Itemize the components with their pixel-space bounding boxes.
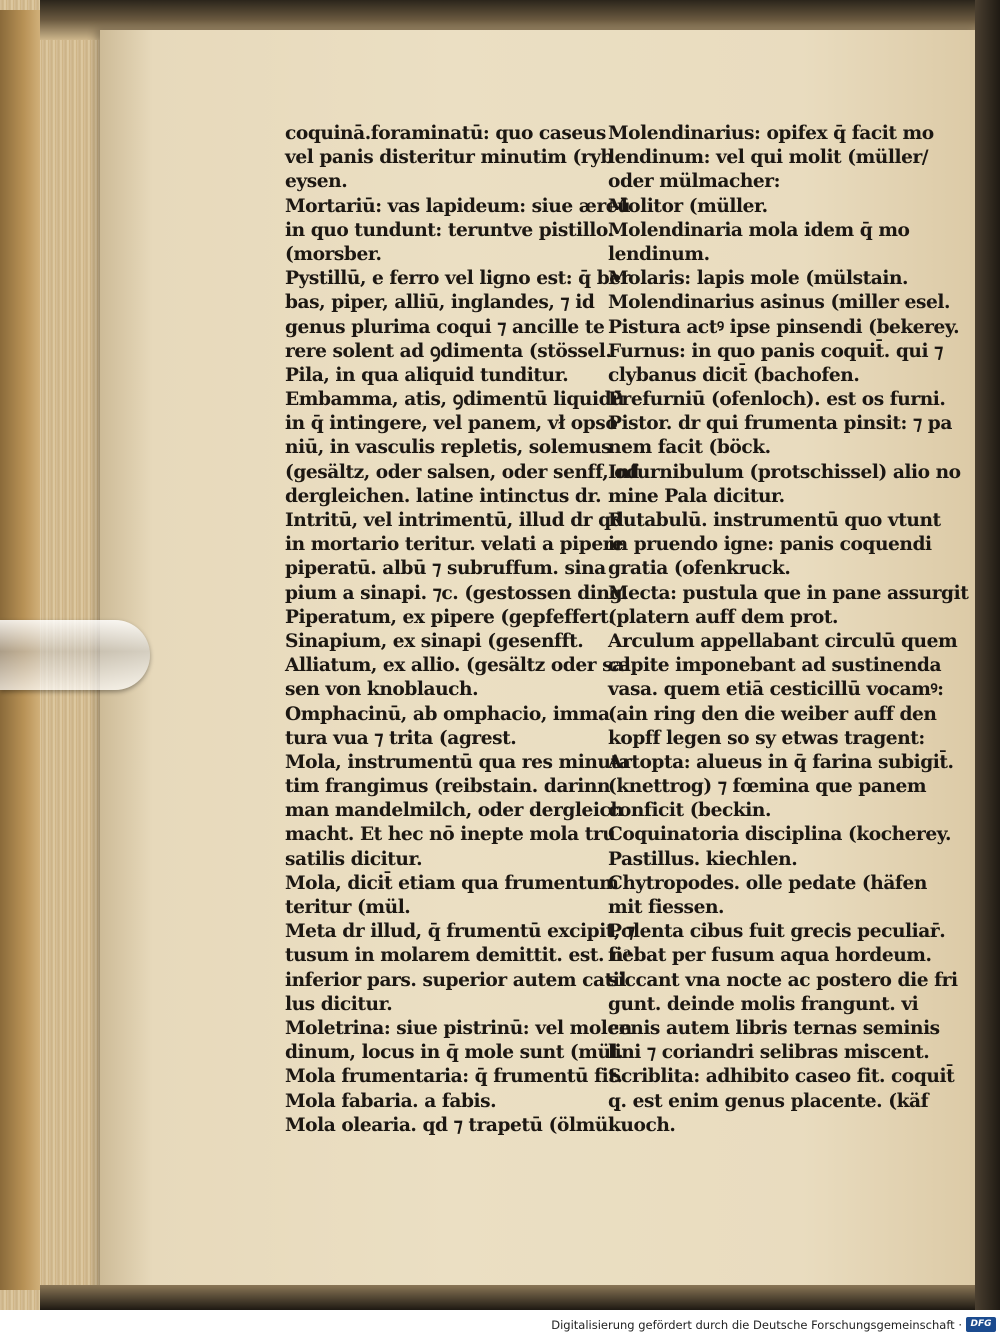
funding-notice: Digitalisierung gefördert durch die Deutsche Forschungsgemeinschaft ·: [551, 1318, 962, 1332]
text-line: capite imponebant ad sustinenda: [608, 655, 942, 677]
text-line: Mola, instrumentū qua res minuta: [285, 751, 631, 773]
text-line: niū, in vasculis repletis, solemus: [285, 437, 612, 459]
text-line: Mecta: pustula que in pane assurgit: [608, 582, 969, 604]
text-line: siccant vna nocte ac postero die fri: [608, 969, 958, 991]
text-line: conficit (beckin.: [608, 800, 771, 822]
text-line: dinum, locus in q̄ mole sunt (mül.: [285, 1042, 624, 1064]
left-text-column: [285, 122, 639, 1138]
text-line: Rutabulū. instrumentū quo vtunt: [608, 510, 941, 531]
text-line: (knettrog) ⁊ fœmina que panem: [608, 776, 927, 798]
text-line: Meta dr illud, q̄ frumentū excipit, ⁊: [285, 921, 635, 943]
text-line: Pistura actꝰ ipse pinsendi (bekerey.: [608, 316, 960, 338]
text-line: nem facit (böck.: [608, 437, 771, 459]
dfg-logo: DFG: [966, 1317, 996, 1332]
text-line: in pruendo igne: panis coquendi: [608, 534, 932, 556]
text-line: clybanus dicit̄ (bachofen.: [608, 364, 860, 386]
text-line: Piperatum, ex pipere (gepfeffert.: [285, 606, 615, 628]
text-line: q̧. est enim genus placente. (käf: [608, 1090, 929, 1112]
text-line: (morsber.: [285, 243, 382, 265]
text-line: Infurnibulum (protschissel) alio no: [608, 461, 961, 483]
text-line: lus dicitur.: [285, 993, 393, 1015]
text-line: Mola, dicit̄ etiam qua frumentum: [285, 872, 619, 894]
text-line: rere solent ad ꝯdimenta (stössel.: [285, 340, 612, 362]
text-line: gratia (ofenkruck.: [608, 558, 791, 580]
text-line: vel panis disteritur minutim (ryb: [285, 147, 614, 169]
text-line: Mola frumentaria: q̄ frumentū fit.: [285, 1066, 623, 1088]
text-line: Mola fabaria. a fabis.: [285, 1090, 497, 1112]
text-line: Pastillus. kiechlen.: [608, 848, 798, 870]
text-line: in mortario teritur. velati a pipere: [285, 534, 624, 556]
glass-page-weight: [0, 620, 150, 690]
footer-bar: [0, 1310, 1000, 1338]
text-line: lendinum.: [608, 243, 710, 265]
text-line: fiebat per fusum aqua hordeum.: [608, 945, 932, 967]
text-line: in q̄ intingere, vel panem, vł opso: [285, 413, 618, 435]
text-line: Coquinatoria disciplina (kocherey.: [608, 824, 952, 846]
text-line: Scriblita: adhibito caseo fit. coquit̄: [608, 1066, 955, 1088]
text-line: vasa. quem etiā cesticillū vocamꝰ:: [608, 679, 944, 701]
text-line: Embamma, atis, ꝯdimentū liquidū: [285, 389, 625, 411]
text-line: genus plurima coqui ⁊ ancille te: [285, 316, 605, 338]
text-line: Molendinaria mola idem q̄ mo: [608, 219, 910, 241]
text-line: (ain ring den die weiber auff den: [608, 703, 937, 725]
text-line: Alliatum, ex allio. (gesältz oder sal: [285, 655, 631, 677]
text-line: tim frangimus (reibstain. darinn: [285, 776, 611, 798]
text-line: in quo tundunt: teruntve pistillo.: [285, 219, 614, 241]
text-line: bas, piper, alliū, inglandes, ⁊ id: [285, 292, 595, 314]
text-line: Pila, in qua aliquid tunditur.: [285, 364, 569, 386]
text-line: inferior pars. superior autem catil: [285, 969, 627, 991]
text-line: Molendinarius asinus (miller esel.: [608, 292, 951, 314]
text-line: mit fiessen.: [608, 897, 725, 918]
text-line: man mandelmilch, oder dergleich: [285, 800, 624, 822]
text-line: pium a sinapi. ⁊c. (gestossen ding.: [285, 582, 629, 604]
text-line: Molaris: lapis mole (mülstain.: [608, 268, 909, 290]
text-line: cenis autem libris ternas seminis: [608, 1017, 940, 1039]
text-line: Pystillū, e ferro vel ligno est: q̄ ber: [285, 268, 631, 290]
text-line: sen von knoblauch.: [285, 679, 479, 701]
text-line: satilis dicitur.: [285, 848, 423, 870]
text-line: oder mülmacher:: [608, 171, 781, 193]
text-line: Intritū, vel intrimentū, illud dr qd: [285, 510, 624, 531]
text-line: mine Pala dicitur.: [608, 485, 785, 507]
text-line: macht. Et hec nō inepte mola tru: [285, 824, 616, 846]
text-line: Chytropodes. olle pedate (häfen: [608, 872, 927, 894]
text-line: Pistor. dr qui frumenta pinsit: ⁊ pa: [608, 413, 952, 435]
text-line: lini ⁊ coriandri selibras miscent.: [608, 1042, 930, 1064]
text-line: (platern auff dem prot.: [608, 606, 839, 628]
text-line: Artopta: alueus in q̄ farina subigit̄.: [608, 751, 954, 773]
text-line: Prefurniū (ofenloch). est os furni.: [608, 389, 946, 411]
text-line: Sinapium, ex sinapi (gesenfft.: [285, 630, 584, 652]
text-line: piperatū. albū ⁊ subruffum. sina: [285, 558, 606, 580]
text-line: Mortariū: vas lapideum: siue æreū: [285, 195, 631, 217]
text-line: kopff legen so sy etwas tragent:: [608, 727, 925, 749]
text-line: Molitor (müller.: [608, 195, 768, 217]
text-line: Omphacinū, ab omphacio, imma: [285, 703, 610, 725]
text-line: Arculum appellabant circulū quem: [608, 630, 958, 652]
text-line: coquinā.foraminatū: quo caseus: [285, 123, 606, 144]
right-shadow: [975, 0, 1000, 1310]
text-line: Moletrina: siue pistrinū: vel molen: [285, 1017, 632, 1039]
text-line: Polenta cibus fuit grecis peculiar̄.: [608, 921, 946, 943]
text-line: (gesältz, oder salsen, oder senff, od: [285, 461, 639, 483]
text-line: tura vua ⁊ trita (agrest.: [285, 727, 517, 749]
text-line: Molendinarius: opifex q̄ facit mo: [608, 123, 934, 144]
right-text-column: [608, 122, 969, 1138]
text-line: Furnus: in quo panis coquit̄. qui ⁊: [608, 340, 943, 362]
text-line: dergleichen. latine intinctus dr.: [285, 485, 602, 507]
text-line: tusum in molarem demittit. est. nᵃ: [285, 945, 632, 967]
text-line: teritur (mül.: [285, 897, 411, 918]
text-line: kuoch.: [608, 1114, 676, 1136]
text-line: eysen.: [285, 171, 348, 193]
bottom-shadow: [40, 1285, 975, 1310]
text-line: lendinum: vel qui molit (müller/: [608, 147, 929, 169]
text-line: gunt. deinde molis frangunt. vi: [608, 993, 919, 1015]
text-line: Mola olearia. qd ⁊ trapetū (ölmül.: [285, 1114, 621, 1136]
